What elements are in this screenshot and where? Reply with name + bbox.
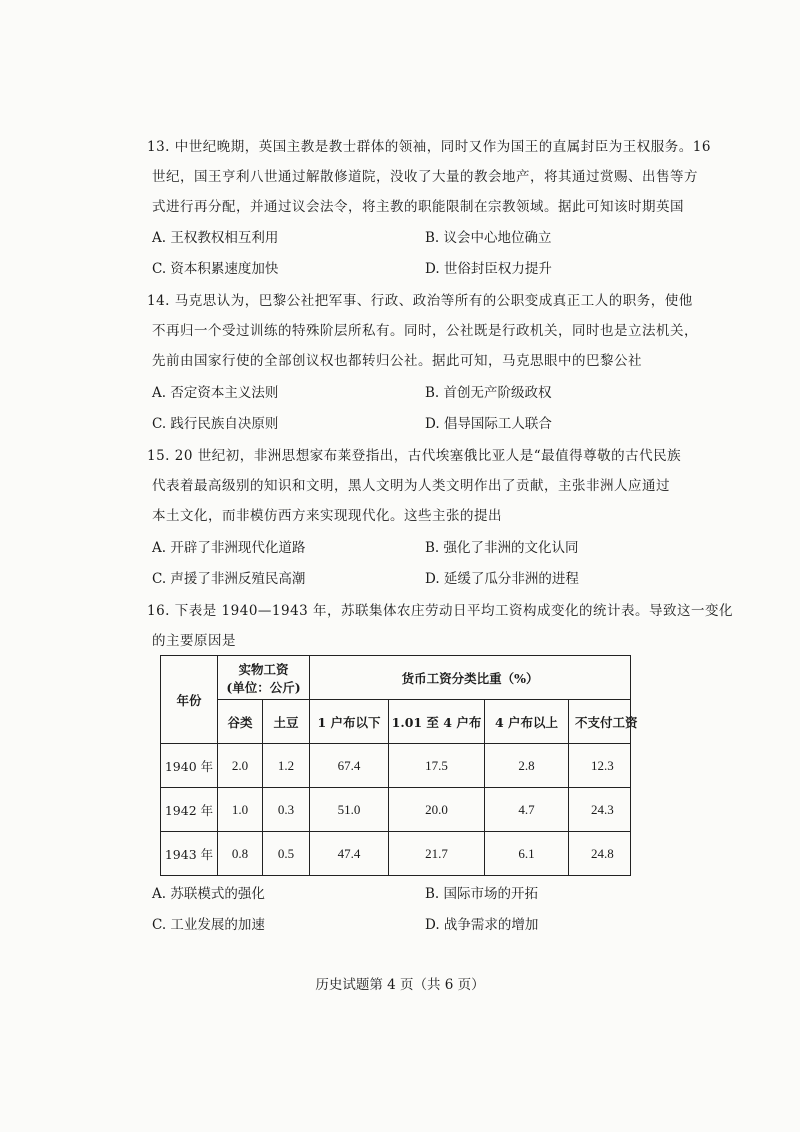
question-14-line-2: 不再归一个受过训练的特殊阶层所私有。同时，公社既是行政机关，同时也是立法机关， [152, 323, 698, 339]
goods-wage-header-title: 实物工资 [238, 661, 289, 677]
question-13-line-2: 世纪，国王亨利八世通过解散修道院，没收了大量的教会地产，将其通过赏赐、出售等方 [152, 169, 698, 185]
cell-above-4: 2.8 [485, 744, 569, 788]
sub-header-above-4: 4 户布以上 [485, 700, 569, 744]
cell-unpaid: 12.3 [569, 744, 631, 788]
goods-wage-header-unit: (单位：公斤) [226, 679, 301, 695]
cell-1-to-4: 21.7 [389, 832, 485, 876]
cell-grain: 1.0 [218, 788, 263, 832]
question-13-line-1: 13. 中世纪晚期，英国主教是教士群体的领袖，同时又作为国王的直属封臣为王权服务。16 [147, 139, 711, 155]
sub-header-1-to-4: 1.01 至 4 户布 [389, 700, 485, 744]
question-13-option-c[interactable]: C. 资本积累速度加快 [152, 261, 279, 277]
cell-below-1: 51.0 [310, 788, 389, 832]
question-15-option-d[interactable]: D. 延缓了瓜分非洲的进程 [425, 571, 579, 587]
question-13-option-b[interactable]: B. 议会中心地位确立 [425, 230, 552, 246]
sub-header-potato: 土豆 [263, 700, 310, 744]
question-14-option-d[interactable]: D. 倡导国际工人联合 [425, 416, 552, 432]
wage-statistics-table [160, 655, 638, 876]
sub-header-below-1: 1 户布以下 [310, 700, 389, 744]
cell-1-to-4: 20.0 [389, 788, 485, 832]
year-column-header: 年份 [161, 656, 218, 744]
question-16-option-c[interactable]: C. 工业发展的加速 [152, 917, 265, 933]
cell-potato: 1.2 [263, 744, 310, 788]
table-row [161, 744, 631, 788]
row-year: 1943 年 [161, 832, 218, 876]
cell-unpaid: 24.8 [569, 832, 631, 876]
sub-header-unpaid: 不支付工资 [569, 700, 631, 744]
cell-grain: 0.8 [218, 832, 263, 876]
sub-header-grain: 谷类 [218, 700, 263, 744]
page-footer: 历史试题第 4 页（共 6 页） [315, 977, 485, 993]
cell-1-to-4: 17.5 [389, 744, 485, 788]
cell-unpaid: 24.3 [569, 788, 631, 832]
row-year: 1940 年 [161, 744, 218, 788]
question-14-line-1: 14. 马克思认为，巴黎公社把军事、行政、政治等所有的公职变成真正工人的职务，使他 [147, 293, 693, 309]
question-14-option-c[interactable]: C. 践行民族自决原则 [152, 416, 279, 432]
cell-below-1: 47.4 [310, 832, 389, 876]
question-14-option-b[interactable]: B. 首创无产阶级政权 [425, 385, 552, 401]
question-15-line-1: 15. 20 世纪初，非洲思想家布莱登指出，古代埃塞俄比亚人是“最值得尊敬的古代民族 [147, 448, 682, 464]
question-15-option-b[interactable]: B. 强化了非洲的文化认同 [425, 540, 579, 556]
question-16-line-1: 16. 下表是 1940—1943 年，苏联集体农庄劳动日平均工资构成变化的统计表。导致这一变化 [147, 603, 734, 619]
cell-above-4: 6.1 [485, 832, 569, 876]
question-15-option-a[interactable]: A. 开辟了非洲现代化道路 [152, 540, 306, 556]
question-16-option-d[interactable]: D. 战争需求的增加 [425, 917, 539, 933]
question-13-option-d[interactable]: D. 世俗封臣权力提升 [425, 261, 552, 277]
scan-crop [0, 120, 734, 950]
table-row [161, 788, 631, 832]
goods-wage-header [218, 656, 310, 700]
question-13-line-3: 式进行再分配，并通过议会法令，将主教的职能限制在宗教领域。据此可知该时期英国 [152, 199, 684, 215]
cell-below-1: 67.4 [310, 744, 389, 788]
question-15-line-2: 代表着最高级别的知识和文明，黑人文明为人类文明作出了贡献，主张非洲人应通过 [152, 478, 670, 494]
cell-potato: 0.5 [263, 832, 310, 876]
question-15-option-c[interactable]: C. 声援了非洲反殖民高潮 [152, 571, 306, 587]
cell-above-4: 4.7 [485, 788, 569, 832]
money-wage-header: 货币工资分类比重（%） [310, 656, 631, 700]
question-16-option-a[interactable]: A. 苏联模式的强化 [152, 886, 265, 902]
question-13-option-a[interactable]: A. 王权教权相互利用 [152, 230, 279, 246]
question-16-option-b[interactable]: B. 国际市场的开拓 [425, 886, 539, 902]
question-15-line-3: 本土文化，而非模仿西方来实现现代化。这些主张的提出 [152, 508, 502, 524]
question-14-line-3: 先前由国家行使的全部创议权也都转归公社。据此可知，马克思眼中的巴黎公社 [152, 353, 642, 369]
question-14-option-a[interactable]: A. 否定资本主义法则 [152, 385, 279, 401]
cell-potato: 0.3 [263, 788, 310, 832]
cell-grain: 2.0 [218, 744, 263, 788]
table-row [161, 832, 631, 876]
question-16-line-2: 的主要原因是 [152, 633, 236, 649]
row-year: 1942 年 [161, 788, 218, 832]
